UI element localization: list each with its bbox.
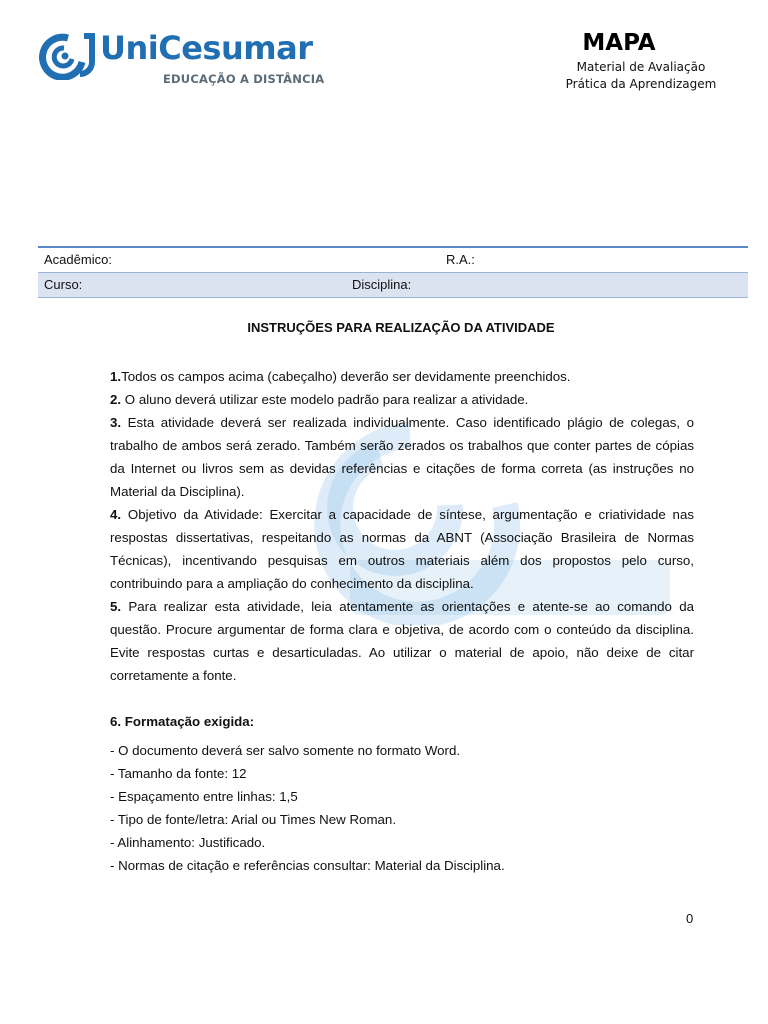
logo-mark-icon: [38, 32, 98, 80]
instructions-title: INSTRUÇÕES PARA REALIZAÇÃO DA ATIVIDADE: [247, 320, 555, 335]
instructions-body: [110, 365, 694, 877]
header-subtitle-1: Material de Avaliação: [576, 60, 706, 74]
spacer: [110, 687, 694, 710]
instruction-item: [110, 503, 694, 595]
header-subtitle-2: Prática da Aprendizagem: [565, 77, 717, 91]
format-item: - Tamanho da fonte: 12: [110, 766, 247, 781]
instruction-number: 1.: [110, 369, 122, 384]
format-title: [110, 710, 694, 733]
academico-label: Acadêmico:: [44, 252, 112, 267]
logo-name: [100, 28, 312, 68]
instruction-number: 4.: [110, 507, 122, 522]
format-item: - Tipo de fonte/letra: Arial ou Times New Roman.: [110, 812, 397, 827]
logo-name-cesumar: Cesumar: [158, 29, 313, 67]
header-title: MAPA: [582, 30, 656, 56]
format-item: - Espaçamento entre linhas: 1,5: [110, 789, 298, 804]
instruction-text: Esta atividade deverá ser realizada individualmente. Caso identificado plágio de colegas, o trabalho de ambos será zerado. Também serão zerados os trabalhos que conter partes de cópias da Internet ou livros sem as devidas referências e citações de forma correta (as instruções no Material da Disciplina).: [110, 415, 694, 499]
instruction-item: [110, 595, 694, 687]
instruction-number: 2.: [110, 392, 122, 407]
form-row-curso: [38, 273, 748, 298]
instruction-item: [110, 411, 694, 503]
format-title-colon: :: [249, 714, 255, 729]
student-info-table: [38, 246, 748, 298]
format-item: - Normas de citação e referências consultar: Material da Disciplina.: [110, 858, 505, 873]
instruction-number: 3.: [110, 415, 122, 430]
instruction-number: 5.: [110, 599, 122, 614]
instruction-item: [110, 388, 694, 411]
ra-label: R.A.:: [446, 252, 475, 267]
page-number: 0: [686, 911, 694, 926]
format-item: - Alinhamento: Justificado.: [110, 835, 266, 850]
instruction-text: Para realizar esta atividade, leia atentamente as orientações e atente-se ao comando da questão. Procure argumentar de forma clara e objetiva, de acordo com o conteúdo da disciplina. Evite respostas curtas e desarticuladas. Ao utilizar o material de apoio, não deixe de citar corretamente a fonte.: [110, 599, 694, 683]
unicesumar-logo: [38, 29, 325, 90]
disciplina-label: Disciplina:: [352, 277, 412, 292]
format-title-text: 6. Formatação exigida: [110, 714, 250, 729]
instruction-text: Todos os campos acima (cabeçalho) deverão ser devidamente preenchidos.: [121, 369, 571, 384]
form-row-academico: [38, 248, 748, 273]
instruction-item: [110, 365, 694, 388]
logo-tagline: EDUCAÇÃO A DISTÂNCIA: [163, 72, 325, 86]
curso-label: Curso:: [44, 277, 83, 292]
instruction-text: O aluno deverá utilizar este modelo padrão para realizar a atividade.: [121, 392, 529, 407]
format-item: - O documento deverá ser salvo somente no formato Word.: [110, 743, 461, 758]
instruction-text: Objetivo da Atividade: Exercitar a capacidade de síntese, argumentação e criatividade nas respostas dissertativas, respeitando as normas da ABNT (Associação Brasileira de Normas Técnicas), incentivando pesquisas em outros materiais além dos propostos pelo curso, contribuindo para a ampliação do conhecimento da disciplina.: [110, 507, 694, 591]
logo-name-uni: Uni: [100, 29, 159, 67]
